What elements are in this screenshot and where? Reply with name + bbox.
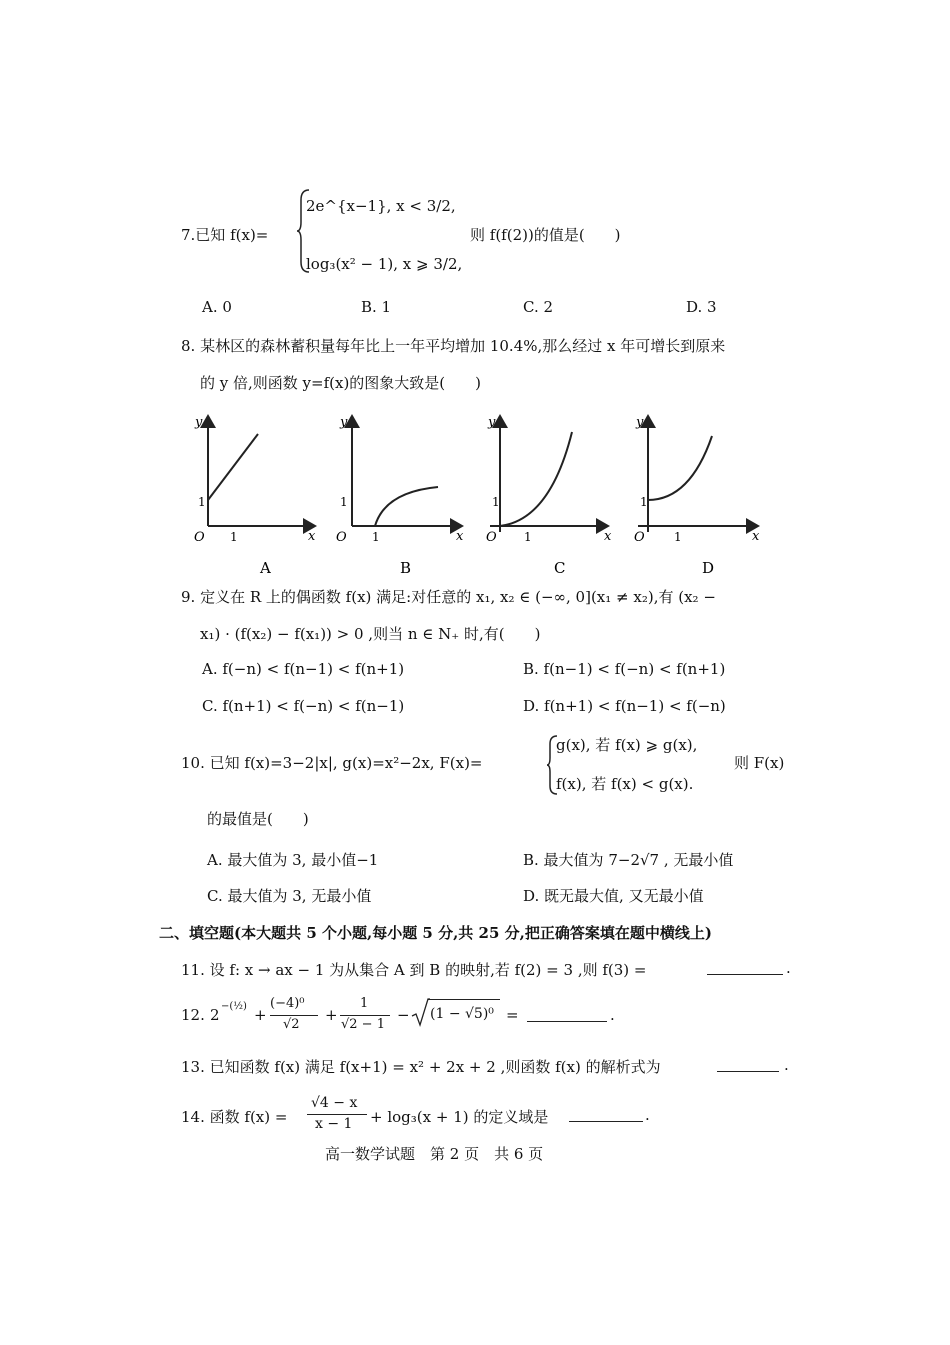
graph-c	[486, 415, 612, 577]
graph-c-tick-y: 1	[492, 495, 500, 509]
q12-root: (1 − √5)⁰	[430, 1006, 494, 1022]
sqrt-icon	[410, 998, 430, 1028]
q12-frac2-num: 1	[360, 996, 369, 1011]
graph-a-label: A	[260, 559, 271, 577]
q12-frac1-line	[270, 1015, 318, 1016]
graph-a-tick-y: 1	[198, 495, 206, 509]
graph-c-curve	[500, 432, 572, 526]
q7-option-c: C. 2	[523, 298, 554, 316]
q12-equals: =	[506, 1006, 519, 1024]
graph-c-label: C	[554, 559, 566, 577]
q12-plus1: +	[254, 1006, 267, 1024]
q7-option-b: B. 1	[361, 298, 392, 316]
q10-line2: 的最值是( )	[207, 810, 309, 828]
graph-d-curve	[648, 436, 712, 500]
graph-c-axis-x: x	[604, 529, 612, 544]
q14-frac-line	[307, 1114, 367, 1115]
q14-num: √4 − x	[311, 1095, 358, 1111]
q12-plus2: +	[325, 1006, 338, 1024]
q13-text: 13. 已知函数 f(x) 满足 f(x+1) = x² + 2x + 2 ,则函数 f(x) 的解析式为	[181, 1058, 661, 1076]
q8-line1: 8. 某林区的森林蓄积量每年比上一年平均增加 10.4%,那么经过 x 年可增长到原来	[181, 337, 726, 355]
q12-root-bar	[428, 999, 500, 1000]
q7-case1: 2e^{x−1}, x < 3/2,	[306, 197, 456, 215]
graph-b-label: B	[400, 559, 412, 577]
q12-minus: −	[397, 1006, 410, 1024]
graph-d-tick-x: 1	[674, 530, 682, 544]
graph-a-tick-x: 1	[230, 530, 238, 544]
graph-b-curve	[375, 487, 438, 526]
graph-d-tick-y: 1	[640, 495, 648, 509]
q7-prefix: 7.已知 f(x)=	[181, 226, 269, 244]
graph-a-origin: O	[194, 530, 205, 545]
graph-a-axis-y: y	[195, 415, 203, 430]
graph-a-curve	[208, 434, 258, 500]
graph-d	[634, 415, 760, 577]
graph-d-axis-y: y	[636, 415, 644, 430]
graph-b-axis-x: x	[456, 529, 464, 544]
q13-blank[interactable]	[717, 1071, 779, 1072]
q12-end: .	[610, 1006, 615, 1024]
graph-d-label: D	[702, 559, 715, 577]
q10-option-b: B. 最大值为 7−2√7 , 无最小值	[523, 851, 734, 869]
q7-option-d: D. 3	[686, 298, 717, 316]
q7-suffix: 则 f(f(2))的值是( )	[470, 226, 621, 244]
graph-c-origin: O	[486, 530, 497, 545]
q10-option-c: C. 最大值为 3, 无最小值	[207, 887, 372, 905]
q9-option-d: D. f(n+1) < f(n−1) < f(−n)	[523, 697, 726, 715]
q14-rest: + log₃(x + 1) 的定义域是	[370, 1108, 549, 1126]
graph-b	[336, 415, 464, 577]
q7-case2: log₃(x² − 1), x ⩾ 3/2,	[306, 255, 463, 273]
q10-option-a: A. 最大值为 3, 最小值−1	[207, 851, 379, 869]
q9-option-b: B. f(n−1) < f(−n) < f(n+1)	[523, 660, 726, 678]
section2-title: 二、填空题(本大题共 5 个小题,每小题 5 分,共 25 分,把正确答案填在题中横线上)	[159, 924, 712, 942]
graph-a	[194, 415, 316, 577]
q12-frac1-num: (−4)⁰	[270, 996, 305, 1011]
q12-base: 2	[210, 1006, 220, 1024]
graph-b-axis-y: y	[340, 415, 348, 430]
q10-option-d: D. 既无最大值, 又无最小值	[523, 887, 704, 905]
q12-num: 12.	[181, 1006, 205, 1024]
q14-den: x − 1	[315, 1116, 353, 1132]
graph-d-origin: O	[634, 530, 645, 545]
q12-blank[interactable]	[527, 1021, 607, 1022]
q12-exp: −(½)	[221, 1001, 247, 1012]
graph-d-axis-x: x	[752, 529, 760, 544]
q9-line2: x₁) · (f(x₂) − f(x₁)) > 0 ,则当 n ∈ N₊ 时,有( )	[200, 625, 541, 643]
graph-c-axis-y: y	[488, 415, 496, 430]
graph-a-axis-x: x	[308, 529, 316, 544]
q8-line2: 的 y 倍,则函数 y=f(x)的图象大致是( )	[200, 374, 482, 392]
page-footer: 高一数学试题 第 2 页 共 6 页	[325, 1145, 544, 1163]
q12-frac2-line	[340, 1015, 390, 1016]
q14-prefix: 14. 函数 f(x) =	[181, 1108, 288, 1126]
q14-blank[interactable]	[569, 1121, 643, 1122]
q9-option-a: A. f(−n) < f(n−1) < f(n+1)	[202, 660, 405, 678]
q11-blank[interactable]	[707, 974, 783, 975]
q9-line1: 9. 定义在 R 上的偶函数 f(x) 满足:对任意的 x₁, x₂ ∈ (−∞, 0](x₁ ≠ x₂),有 (x₂ −	[181, 588, 716, 606]
q9-option-c: C. f(n+1) < f(−n) < f(n−1)	[202, 697, 405, 715]
graph-b-origin: O	[336, 530, 347, 545]
q10-suffix: 则 F(x)	[734, 754, 785, 772]
q7-option-a: A. 0	[202, 298, 232, 316]
q13-end: .	[784, 1056, 789, 1074]
q12-frac2-den: √2 − 1	[341, 1017, 385, 1032]
q10-case1: g(x), 若 f(x) ⩾ g(x),	[556, 736, 698, 754]
q11-end: .	[786, 959, 791, 977]
q10-case2: f(x), 若 f(x) < g(x).	[556, 775, 694, 793]
q8-graphs	[180, 408, 800, 578]
graph-b-tick-x: 1	[372, 530, 380, 544]
q10-prefix: 10. 已知 f(x)=3−2|x|, g(x)=x²−2x, F(x)=	[181, 754, 483, 772]
graph-b-tick-y: 1	[340, 495, 348, 509]
q12-frac1-den: √2	[283, 1017, 300, 1032]
q11-text: 11. 设 f: x → ax − 1 为从集合 A 到 B 的映射,若 f(2) = 3 ,则 f(3) =	[181, 961, 647, 979]
q14-end: .	[645, 1106, 650, 1124]
graph-c-tick-x: 1	[524, 530, 532, 544]
